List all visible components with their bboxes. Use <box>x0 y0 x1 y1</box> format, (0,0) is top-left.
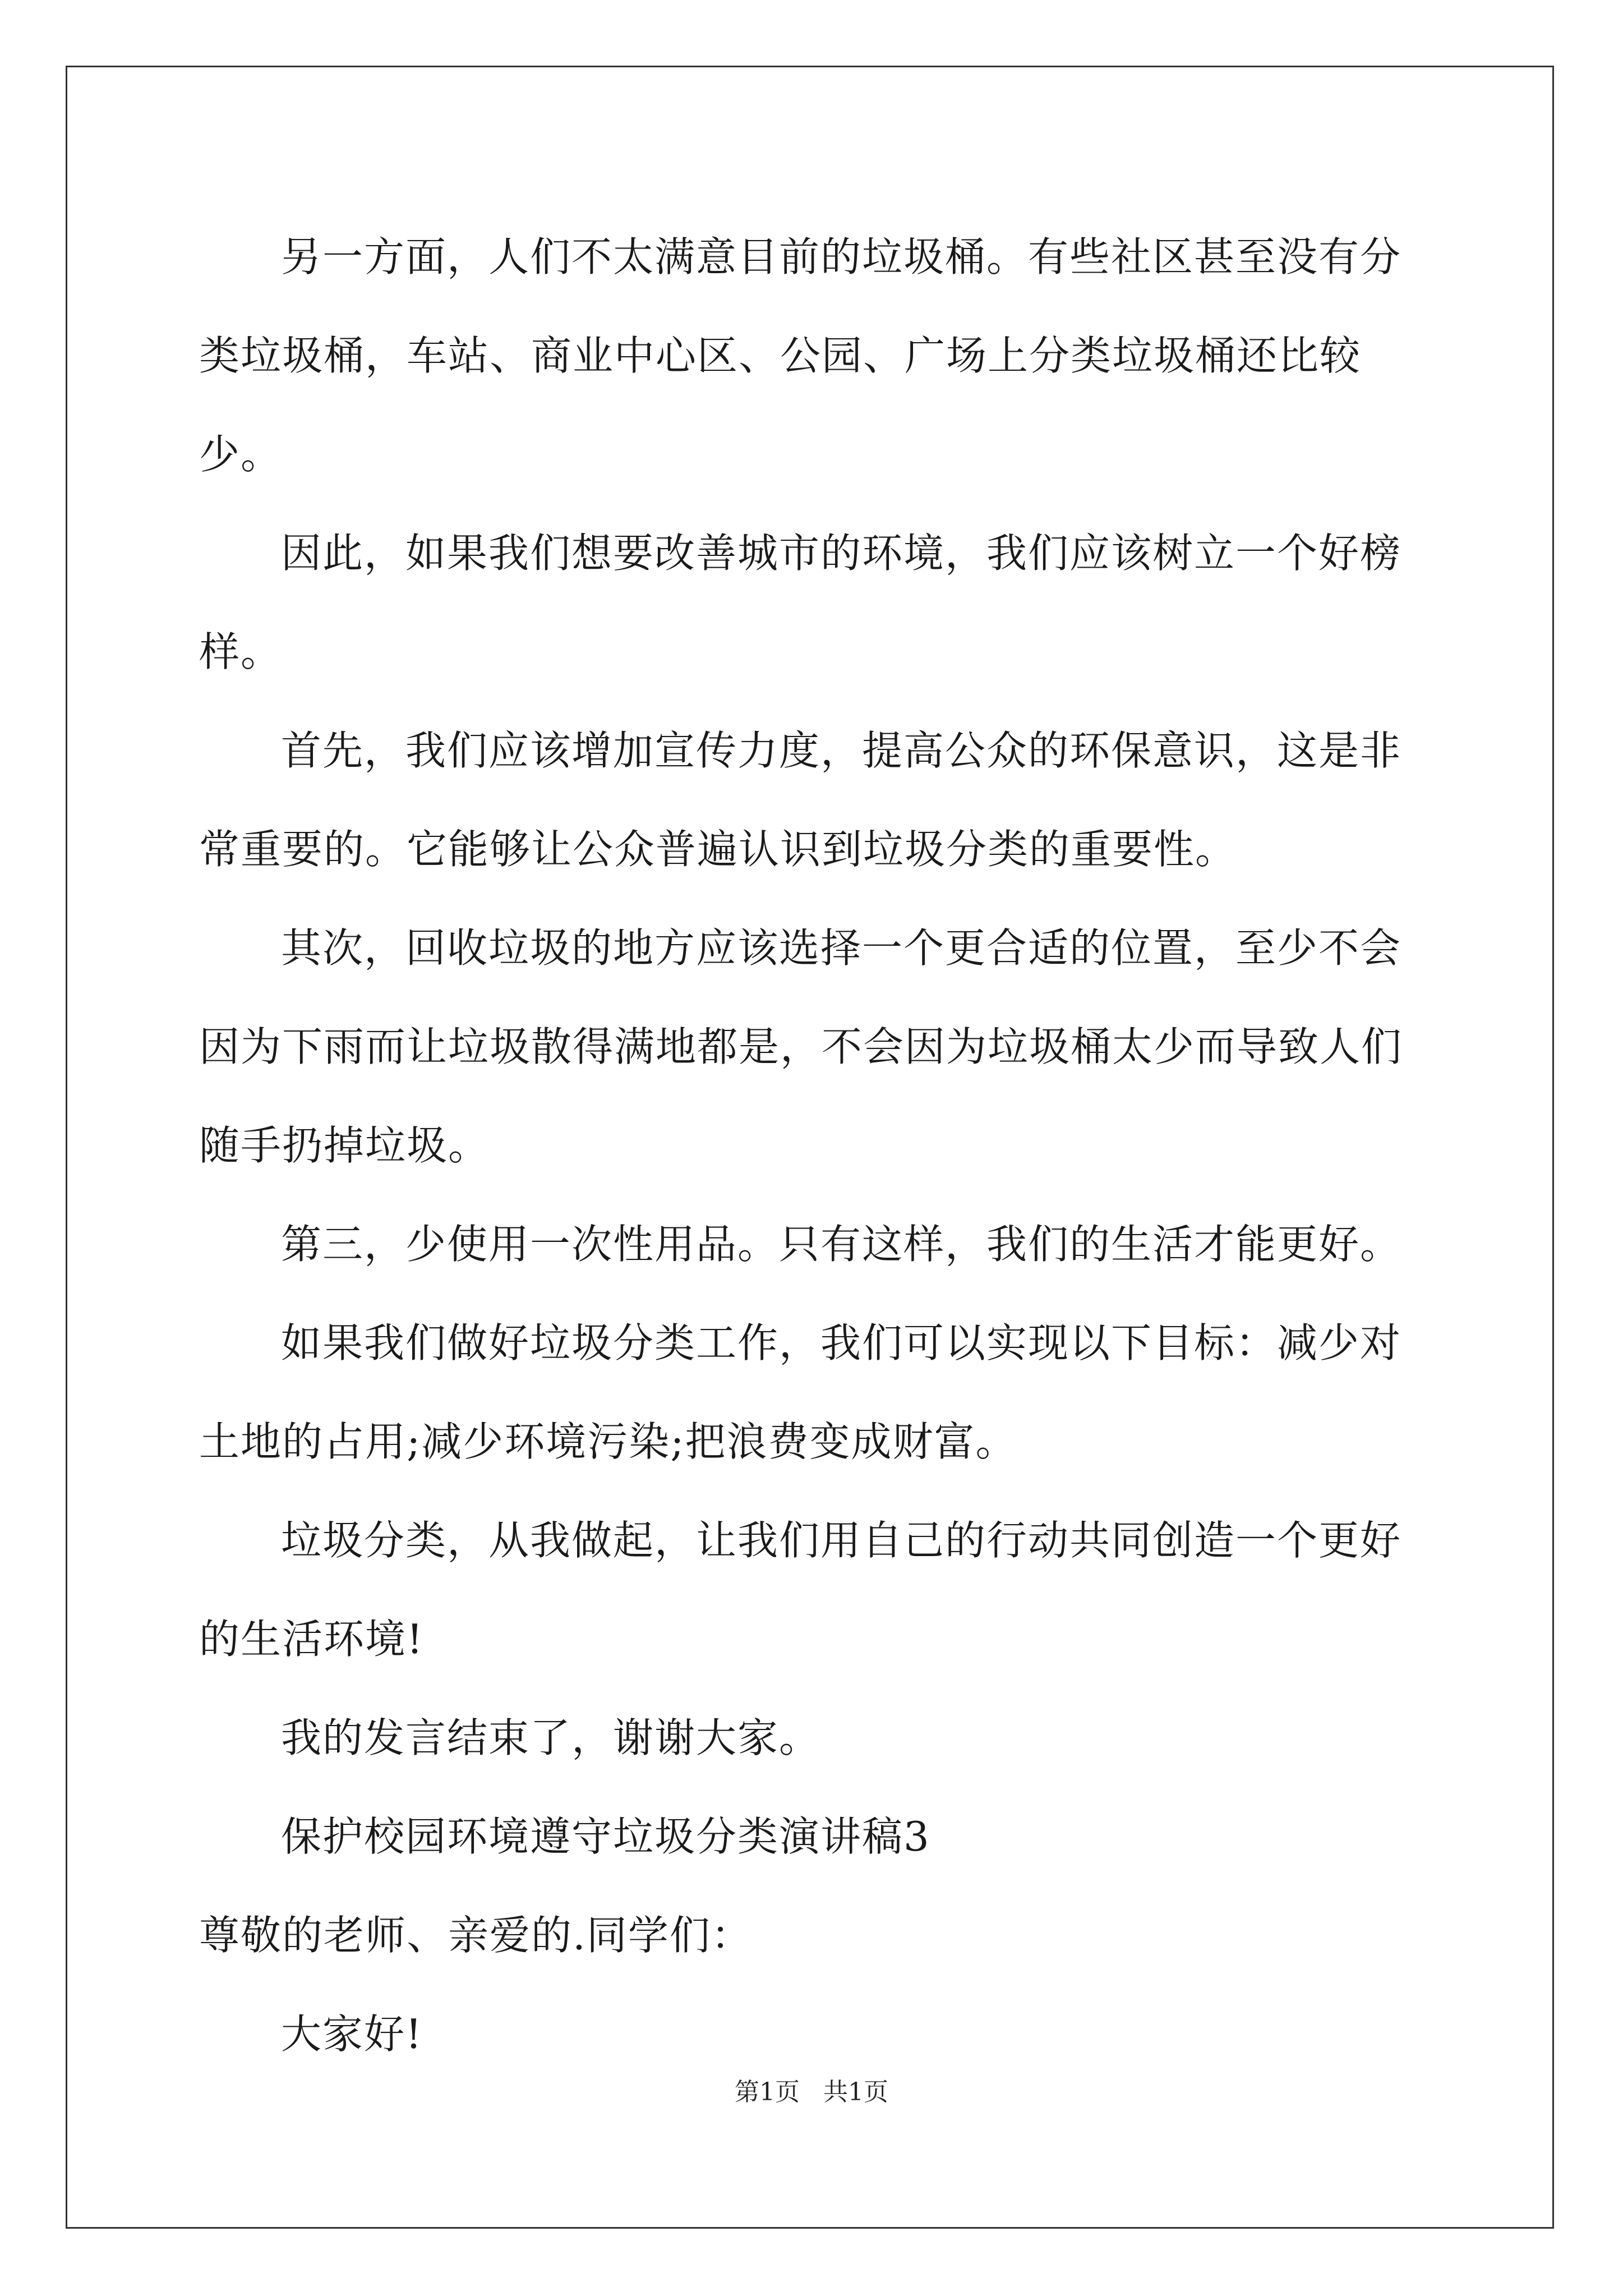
salutation: 尊敬的老师、亲爱的.同学们： <box>199 1912 753 1959</box>
paragraph: 垃圾分类，从我做起，让我们用自己的行动共同创造一个更好的生活环境! <box>199 1517 1402 1663</box>
paragraph: 另一方面，人们不太满意目前的垃圾桶。有些社区甚至没有分类垃圾桶，车站、商业中心区、公园、广场上分类垃圾桶还比较少。 <box>199 233 1402 478</box>
paragraph: 第三，少使用一次性用品。只有这样，我们的生活才能更好。 <box>281 1221 1402 1268</box>
paragraph: 如果我们做好垃圾分类工作，我们可以实现以下目标：减少对土地的占用;减少环境污染;把浪费变成财富。 <box>199 1319 1402 1465</box>
paragraph: 因此，如果我们想要改善城市的环境，我们应该树立一个好榜样。 <box>199 530 1402 675</box>
greeting: 大家好! <box>281 2010 423 2058</box>
document-body <box>199 208 1433 2083</box>
page-footer <box>0 2076 1623 2109</box>
paragraph: 我的发言结束了，谢谢大家。 <box>281 1714 821 1761</box>
paragraph: 其次，回收垃圾的地方应该选择一个更合适的位置，至少不会因为下雨而让垃圾散得满地都是，不会因为垃圾桶太少而导致人们随手扔掉垃圾。 <box>199 924 1403 1169</box>
section-title: 保护校园环境遵守垃圾分类演讲稿3 <box>281 1813 930 1860</box>
paragraph: 首先，我们应该增加宣传力度，提高公众的环保意识，这是非常重要的。它能够让公众普遍认识到垃圾分类的重要性。 <box>199 727 1402 873</box>
page-number: 第1页 <box>735 2078 800 2106</box>
page-total: 共1页 <box>823 2078 888 2106</box>
